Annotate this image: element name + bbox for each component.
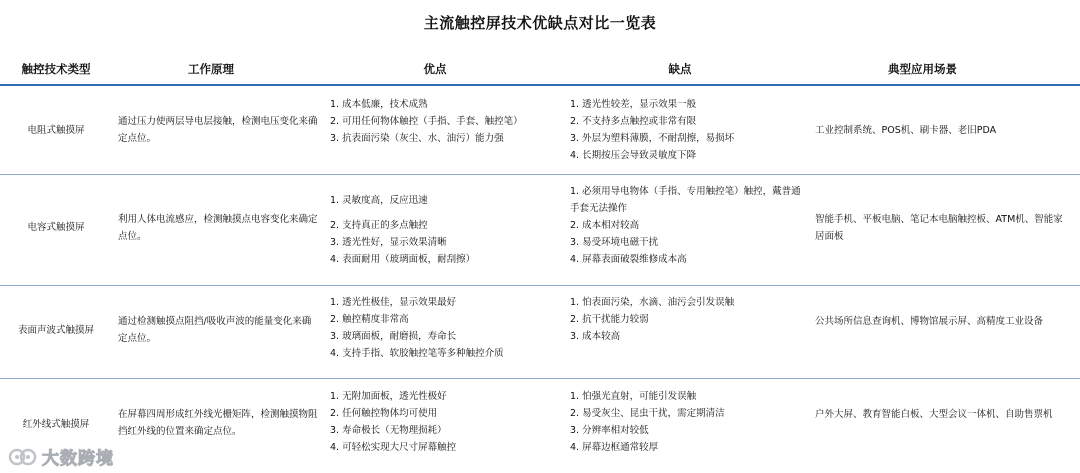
cons-item: 2. 易受灰尘、昆虫干扰，需定期清洁 <box>570 408 725 419</box>
cons-item: 3. 分辨率相对较低 <box>570 425 649 436</box>
row-cons <box>570 388 805 456</box>
cons-item: 4. 长期按压会导致灵敏度下降 <box>570 150 697 161</box>
pros-item: 2. 任何触控物体均可使用 <box>330 408 438 419</box>
cons-item: 1. 怕强光直射，可能引发误触 <box>570 391 697 402</box>
watermark <box>8 444 114 469</box>
pros-item: 2. 可用任何物体触控（手指、手套、触控笔） <box>330 116 523 127</box>
row-pros <box>330 294 562 362</box>
cons-item: 1. 透光性较差，显示效果一般 <box>570 99 697 110</box>
cons-item: 1. 必须用导电物体（手指、专用触控笔）触控，戴普通手套无法操作 <box>570 186 801 214</box>
row-cons <box>570 183 805 268</box>
pros-item: 1. 成本低廉，技术成熟 <box>330 99 428 110</box>
pros-item: 1. 无附加面板，透光性极好 <box>330 391 447 402</box>
row-scenarios: 智能手机、平板电脑、笔记本电脑触控板、ATM机、智能家居面板 <box>815 214 1063 242</box>
row-cons <box>570 96 805 164</box>
pros-item: 4. 可轻松实现大尺寸屏幕触控 <box>330 442 457 453</box>
row-pros <box>330 192 562 268</box>
row-principle: 通过压力使两层导电层接触，检测电压变化来确定点位。 <box>118 116 318 144</box>
cons-item: 2. 不支持多点触控或非常有限 <box>570 116 697 127</box>
cons-item: 4. 屏幕表面破裂维修成本高 <box>570 254 687 265</box>
row-type: 电容式触摸屏 <box>27 222 85 233</box>
header-scenarios: 典型应用场景 <box>888 62 957 76</box>
row-pros <box>330 388 562 456</box>
cons-item: 2. 抗干扰能力较弱 <box>570 314 649 325</box>
pros-item: 1. 透光性极佳，显示效果最好 <box>330 297 457 308</box>
row-principle: 通过检测触摸点阻挡/吸收声波的能量变化来确定点位。 <box>118 316 312 344</box>
table-row <box>0 379 1080 473</box>
header-pros: 优点 <box>423 62 447 76</box>
header-type: 触控技术类型 <box>21 62 91 76</box>
cons-item: 3. 易受环境电磁干扰 <box>570 237 659 248</box>
page-title: 主流触控屏技术优缺点对比一览表 <box>423 14 657 32</box>
watermark-text: 大数跨境 <box>42 449 114 469</box>
cons-item: 4. 屏幕边框通常较厚 <box>570 442 659 453</box>
table-header <box>0 52 1080 86</box>
row-type: 红外线式触摸屏 <box>22 419 90 430</box>
row-principle: 在屏幕四周形成红外线光栅矩阵，检测触摸物阻挡红外线的位置来确定点位。 <box>118 409 318 437</box>
pros-item: 1. 灵敏度高，反应迅速 <box>330 195 428 206</box>
table-row <box>0 86 1080 175</box>
header-principle: 工作原理 <box>188 62 234 76</box>
row-type: 电阻式触摸屏 <box>27 125 85 136</box>
table-row <box>0 175 1080 286</box>
pros-item: 3. 透光性好，显示效果清晰 <box>330 237 447 248</box>
table-row <box>0 286 1080 379</box>
row-scenarios: 户外大屏、教育智能白板、大型会议一体机、自助售票机 <box>815 409 1053 420</box>
pros-item: 4. 支持手指、软胶触控笔等多种触控介质 <box>330 348 504 359</box>
cons-item: 2. 成本相对较高 <box>570 220 640 231</box>
pros-item: 2. 触控精度非常高 <box>330 314 409 325</box>
row-type: 表面声波式触摸屏 <box>17 325 94 336</box>
row-scenarios: 公共场所信息查询机、博物馆展示屏、高精度工业设备 <box>815 316 1044 327</box>
row-scenarios: 工业控制系统、POS机、刷卡器、老旧PDA <box>815 125 997 136</box>
row-principle: 利用人体电流感应，检测触摸点电容变化来确定点位。 <box>118 214 318 242</box>
cons-item: 3. 外层为塑料薄膜，不耐刮擦，易损坏 <box>570 133 735 144</box>
pros-item: 3. 抗表面污染（灰尘、水、油污）能力强 <box>330 133 504 144</box>
row-cons <box>570 294 805 345</box>
pros-item: 3. 玻璃面板，耐磨损，寿命长 <box>330 331 457 342</box>
row-pros <box>330 96 562 147</box>
pros-item: 4. 表面耐用（玻璃面板，耐刮擦） <box>330 254 476 265</box>
cons-item: 3. 成本较高 <box>570 331 621 342</box>
comparison-table <box>0 52 1080 473</box>
pros-item: 3. 寿命极长（无物理损耗） <box>330 425 447 436</box>
header-cons: 缺点 <box>668 62 692 76</box>
pros-item: 2. 支持真正的多点触控 <box>330 220 428 231</box>
watermark-logo-icon <box>8 445 38 469</box>
cons-item: 1. 怕表面污染，水滴、油污会引发误触 <box>570 297 735 308</box>
